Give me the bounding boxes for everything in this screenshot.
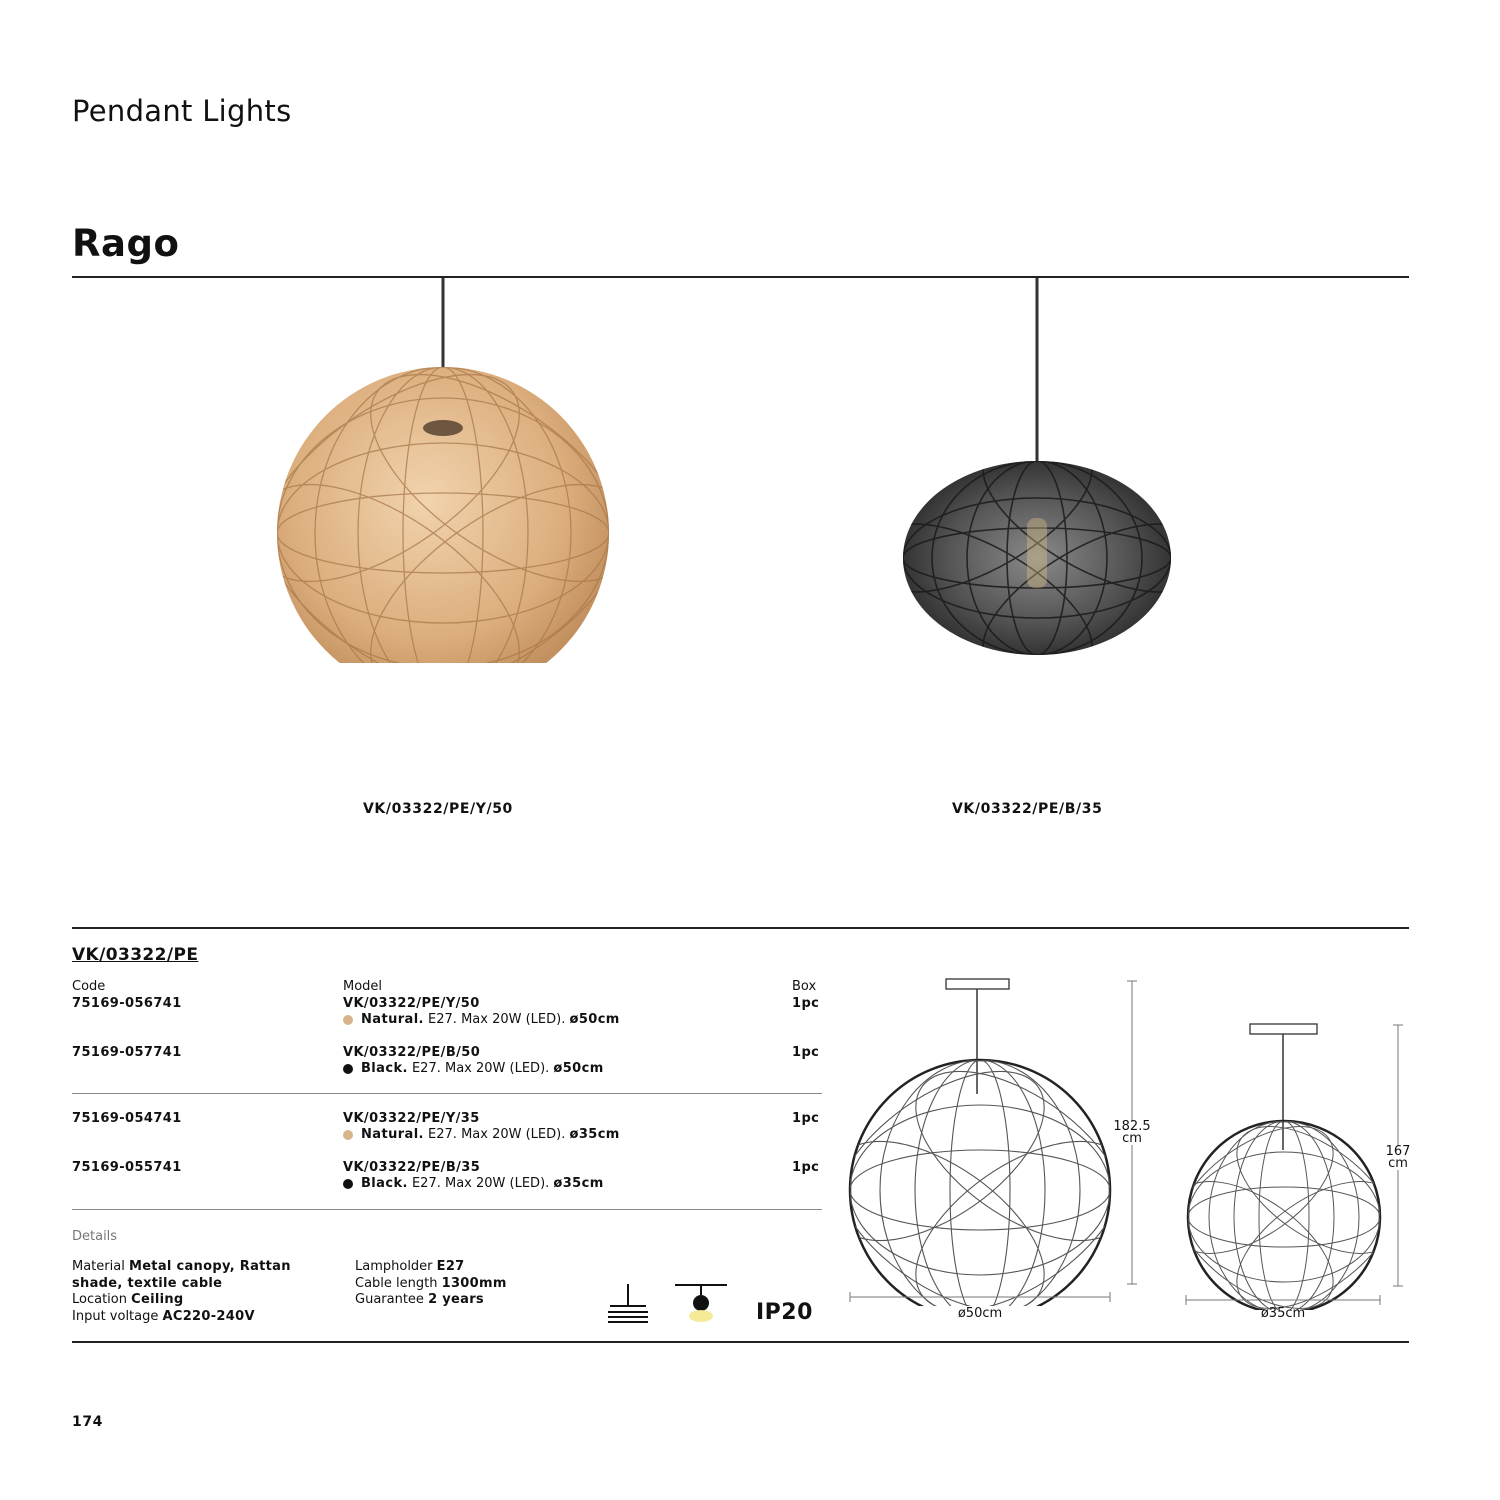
box-quantity: 1pc (792, 996, 820, 1011)
black-rattan-pendant (895, 278, 1180, 663)
pendant-bulb-icon (673, 1282, 729, 1324)
color-swatch (343, 1130, 353, 1140)
details-label: Details (72, 1229, 118, 1244)
product-caption: VK/03322/PE/B/35 (952, 801, 1103, 817)
dimension-height-large: 182.5 cm (1105, 1121, 1159, 1145)
model-description: Black. E27. Max 20W (LED). ø35cm (343, 1176, 604, 1191)
section-title: Pendant Lights (72, 94, 292, 128)
color-swatch (343, 1015, 353, 1025)
color-swatch (343, 1179, 353, 1189)
material-spec-cont: shade, textile cable (72, 1275, 223, 1291)
model-description: Natural. E27. Max 20W (LED). ø35cm (343, 1127, 620, 1142)
header-code: Code (72, 979, 106, 994)
family-code: VK/03322/PE (72, 945, 199, 965)
box-quantity: 1pc (792, 1160, 820, 1175)
product-code: 75169-056741 (72, 996, 182, 1011)
page-number: 174 (72, 1414, 104, 1430)
table-divider (72, 1209, 822, 1210)
product-caption: VK/03322/PE/Y/50 (363, 801, 513, 817)
location-spec: Location Ceiling (72, 1292, 184, 1307)
model-number: VK/03322/PE/B/35 (343, 1160, 481, 1175)
footer-divider (72, 1341, 1409, 1343)
details-column-left (72, 1259, 291, 1325)
table-divider (72, 1093, 822, 1094)
product-code: 75169-055741 (72, 1160, 182, 1175)
product-code: 75169-057741 (72, 1045, 182, 1060)
product-code: 75169-054741 (72, 1111, 182, 1126)
header-box: Box (792, 979, 817, 994)
lampholder-spec: Lampholder E27 (355, 1259, 465, 1274)
product-title: Rago (72, 222, 180, 265)
model-number: VK/03322/PE/B/50 (343, 1045, 481, 1060)
box-quantity: 1pc (792, 1111, 820, 1126)
dimension-height-small: 167 cm (1375, 1146, 1421, 1170)
details-column-right (355, 1259, 507, 1309)
material-spec: Material Metal canopy, Rattan (72, 1259, 291, 1274)
ip-rating: IP20 (756, 1300, 813, 1325)
spec-divider (72, 927, 1409, 929)
dimension-width-small: ø35cm (1260, 1306, 1306, 1321)
model-description: Black. E27. Max 20W (LED). ø50cm (343, 1061, 604, 1076)
natural-rattan-pendant (270, 278, 615, 663)
guarantee-spec: Guarantee 2 years (355, 1292, 484, 1307)
color-swatch (343, 1064, 353, 1074)
dimension-width-large: ø50cm (957, 1306, 1003, 1321)
box-quantity: 1pc (792, 1045, 820, 1060)
cable-spec: Cable length 1300mm (355, 1275, 507, 1291)
earth-ground-icon (606, 1282, 650, 1324)
header-model: Model (343, 979, 383, 994)
voltage-spec: Input voltage AC220-240V (72, 1308, 255, 1324)
model-description: Natural. E27. Max 20W (LED). ø50cm (343, 1012, 620, 1027)
model-number: VK/03322/PE/Y/50 (343, 996, 480, 1011)
model-number: VK/03322/PE/Y/35 (343, 1111, 480, 1126)
